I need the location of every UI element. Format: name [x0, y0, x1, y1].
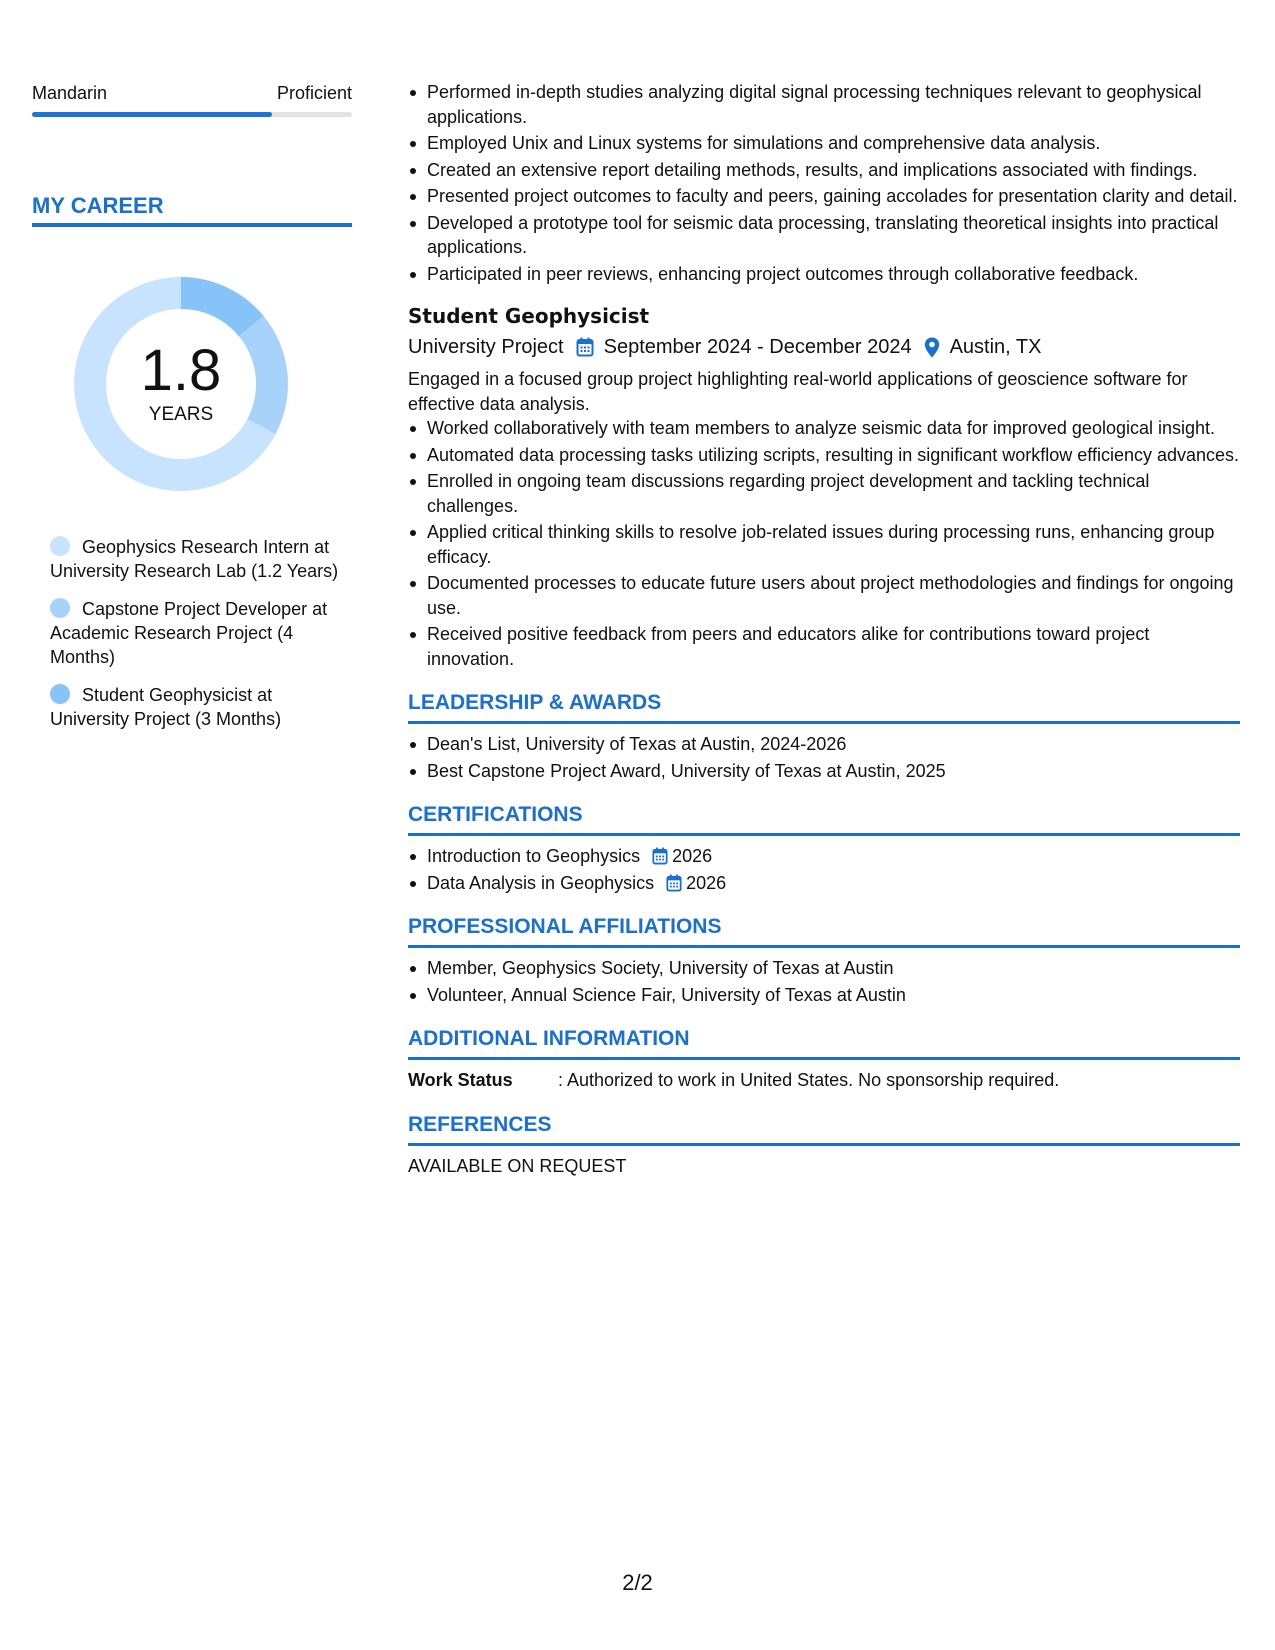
list-item: Performed in-depth studies analyzing digital signal processing techniques relevant to geophysical applications.: [408, 80, 1240, 129]
calendar-icon: [576, 337, 594, 357]
affiliations-list: [408, 956, 1240, 1007]
list-item: Employed Unix and Linux systems for simulations and comprehensive data analysis.: [408, 131, 1240, 156]
list-item: Dean's List, University of Texas at Austin, 2024-2026: [408, 732, 1240, 757]
previous-job-bullets: [408, 80, 1240, 286]
cert-name: Introduction to Geophysics: [427, 846, 641, 866]
leadership-list: [408, 732, 1240, 783]
list-item: Enrolled in ongoing team discussions regarding project development and tackling technical challenges.: [408, 469, 1240, 518]
legend-label: Student Geophysicist at University Project (3 Months): [50, 685, 282, 729]
language-proficiency-fill: [32, 112, 272, 117]
job-org: University Project: [408, 336, 564, 358]
work-status-key: Work Status: [408, 1070, 513, 1090]
list-item: [408, 871, 1240, 896]
career-donut-center: [66, 269, 296, 499]
list-item: Worked collaboratively with team members to analyze seismic data for improved geological insight.: [408, 416, 1240, 441]
career-legend-item: [50, 535, 352, 583]
list-item: [408, 844, 1240, 869]
page-number: 2/2: [622, 1570, 653, 1595]
section-heading-additional: ADDITIONAL INFORMATION: [408, 1025, 1240, 1060]
career-donut-chart: [66, 269, 296, 499]
list-item: Documented processes to educate future users about project methodologies and findings for ongoing use.: [408, 571, 1240, 620]
list-item: Presented project outcomes to faculty and peers, gaining accolades for presentation clarity and detail.: [408, 184, 1240, 209]
career-total-years: 1.8: [140, 338, 222, 403]
legend-label: Geophysics Research Intern at University Research Lab (1.2 Years): [50, 537, 339, 581]
language-name: Mandarin: [32, 83, 108, 103]
career-total-unit: YEARS: [148, 404, 214, 425]
list-item: Volunteer, Annual Science Fair, University of Texas at Austin: [408, 983, 1240, 1008]
career-legend-item: [50, 683, 352, 731]
list-item: Best Capstone Project Award, University of Texas at Austin, 2025: [408, 759, 1240, 784]
section-heading-certifications: CERTIFICATIONS: [408, 801, 1240, 836]
list-item: Member, Geophysics Society, University of Texas at Austin: [408, 956, 1240, 981]
list-item: Received positive feedback from peers and educators alike for contributions toward project innovation.: [408, 622, 1240, 671]
cert-year: 2026: [672, 846, 713, 866]
job-meta: [408, 333, 1240, 361]
legend-dot: [50, 598, 70, 618]
list-item: Developed a prototype tool for seismic data processing, translating theoretical insights into practical applications.: [408, 211, 1240, 260]
sidebar: [32, 80, 352, 745]
location-pin-icon: [924, 337, 940, 358]
section-heading-leadership: LEADERSHIP & AWARDS: [408, 689, 1240, 724]
legend-dot: [50, 684, 70, 704]
cert-name: Data Analysis in Geophysics: [427, 872, 655, 893]
job-bullets: [408, 416, 1240, 671]
references-text: AVAILABLE ON REQUEST: [408, 1155, 627, 1176]
section-heading-affiliations: PROFESSIONAL AFFILIATIONS: [408, 913, 1240, 948]
section-heading-references: REFERENCES: [408, 1111, 1240, 1146]
legend-label: Capstone Project Developer at Academic Research Project (4 Months): [50, 599, 328, 667]
cert-year: 2026: [686, 872, 727, 893]
language-proficiency-bar: [32, 112, 352, 117]
list-item: Applied critical thinking skills to resolve job-related issues during processing runs, enhancing group efficacy.: [408, 520, 1240, 569]
job-title: Student Geophysicist: [408, 304, 650, 328]
certifications-list: [408, 844, 1240, 895]
career-heading: MY CAREER: [32, 193, 352, 227]
legend-dot: [50, 536, 70, 556]
career-legend: [32, 535, 352, 731]
job-description: Engaged in a focused group project highlighting real-world applications of geoscience software for effective data analysis.: [408, 369, 1188, 414]
career-legend-item: [50, 597, 352, 669]
language-row: [32, 80, 352, 106]
list-item: Participated in peer reviews, enhancing project outcomes through collaborative feedback.: [408, 262, 1240, 287]
main-content: [408, 80, 1240, 1178]
calendar-icon: [652, 847, 668, 865]
list-item: Automated data processing tasks utilizing scripts, resulting in significant workflow efficiency advances.: [408, 443, 1240, 468]
work-status-row: [408, 1068, 1240, 1093]
calendar-icon: [666, 874, 682, 892]
job-location: Austin, TX: [949, 336, 1042, 358]
list-item: Created an extensive report detailing methods, results, and implications associated with findings.: [408, 158, 1240, 183]
language-level: Proficient: [276, 83, 352, 103]
job-dates: September 2024 - December 2024: [603, 336, 912, 358]
work-status-value: : Authorized to work in United States. No sponsorship required.: [558, 1070, 1060, 1090]
